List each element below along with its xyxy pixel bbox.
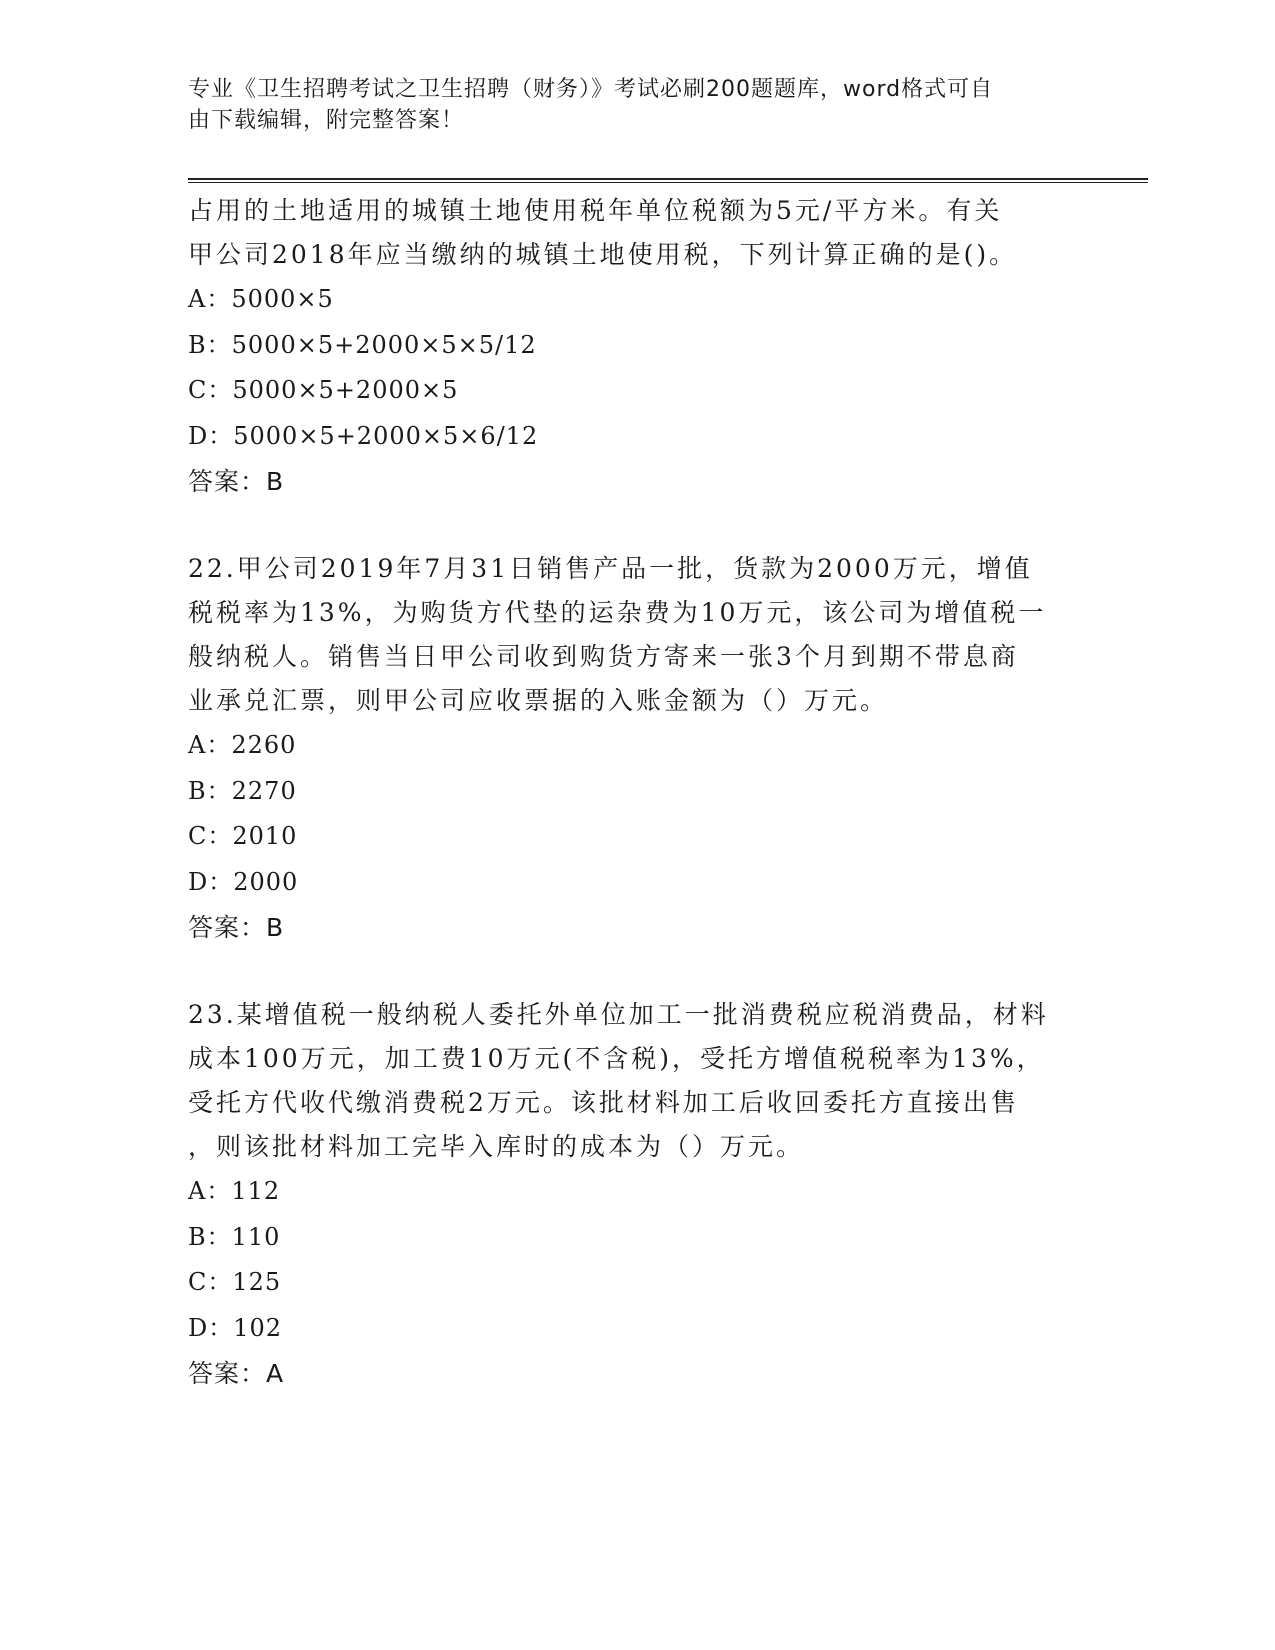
question-text-line: 成本100万元，加工费10万元(不含税)，受托方增值税税率为13%，	[188, 1044, 1045, 1073]
question-spacer	[188, 951, 1088, 993]
option-c: C：2010	[188, 822, 298, 850]
option-a: A：5000×5	[188, 285, 334, 313]
question-spacer	[188, 505, 1088, 547]
option-b: B：110	[188, 1222, 281, 1251]
option-d: D：5000×5+2000×5×6/12	[188, 421, 539, 450]
header-divider-thick	[188, 178, 1148, 180]
question-text-line: 占用的土地适用的城镇土地使用税年单位税额为5元/平方米。有关	[188, 196, 1003, 225]
question-text-line: 甲公司2018年应当缴纳的城镇土地使用税，下列计算正确的是()。	[188, 240, 1018, 269]
answer-label: 答案：B	[188, 467, 285, 496]
question-text-line: 22.甲公司2019年7月31日销售产品一批，货款为2000万元，增值	[188, 554, 1033, 583]
header-line-2: 由下载编辑，附完整答案！	[188, 108, 465, 133]
header-line-1: 专业《卫生招聘考试之卫生招聘（财务）》考试必刷200题题库，word格式可自	[188, 77, 994, 102]
question-text-line: 受托方代收代缴消费税2万元。该批材料加工后收回委托方直接出售	[188, 1088, 1019, 1117]
question-22	[188, 547, 1088, 951]
answer-label: 答案：B	[188, 913, 285, 942]
option-a: A：2260	[188, 731, 297, 759]
option-a: A：112	[188, 1177, 281, 1205]
question-list	[188, 189, 1088, 1397]
question-text-line: 业承兑汇票，则甲公司应收票据的入账金额为（）万元。	[188, 686, 889, 715]
document-header	[188, 74, 1068, 136]
option-b: B：2270	[188, 776, 297, 805]
option-c: C：5000×5+2000×5	[188, 376, 459, 404]
answer-label: 答案：A	[188, 1359, 285, 1388]
question-23	[188, 993, 1088, 1397]
question-text-line: ，则该批材料加工完毕入库时的成本为（）万元。	[188, 1132, 805, 1161]
option-d: D：102	[188, 1313, 283, 1342]
header-divider-thin	[188, 182, 1148, 183]
option-d: D：2000	[188, 867, 299, 896]
question-text-line: 税税率为13%，为购货方代垫的运杂费为10万元，该公司为增值税一	[188, 598, 1047, 627]
option-b: B：5000×5+2000×5×5/12	[188, 330, 537, 359]
question-text-line: 般纳税人。销售当日甲公司收到购货方寄来一张3个月到期不带息商	[188, 642, 1019, 671]
question-21	[188, 189, 1088, 505]
option-c: C：125	[188, 1268, 282, 1296]
question-text-line: 23.某增值税一般纳税人委托外单位加工一批消费税应税消费品，材料	[188, 1000, 1049, 1029]
